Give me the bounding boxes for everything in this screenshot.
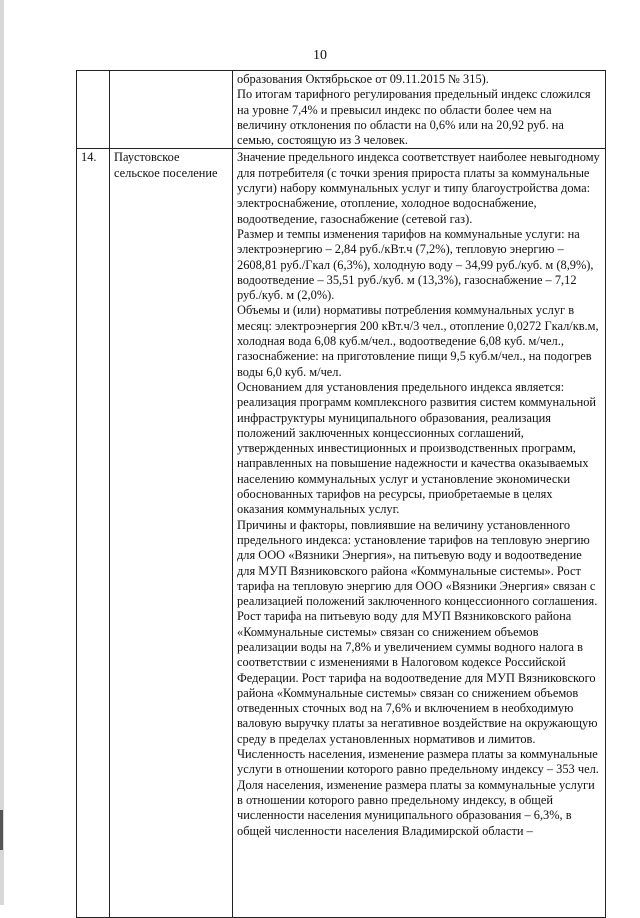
row-number-cell — [77, 71, 110, 149]
description-cell — [233, 71, 606, 149]
paragraph: Размер и темпы изменения тарифов на коммунальные услуги: на электроэнергию – 2,84 руб./кВт.ч (7,2%), тепловую энергию – 2608,81 руб./Гкал (6,3%), холодную воду – 34,99 руб./куб. м (8,9%), водоотведение – 35,51 руб./куб. м (13,3%), газоснабжение – 7,12 руб./куб. м (2,0%). — [237, 226, 594, 303]
page-number: 10 — [313, 48, 327, 63]
paragraph: Численность населения, изменение размера платы за коммунальные услуги в отношении которого равно предельному индексу – 353 чел. — [237, 747, 599, 777]
municipality-name-cell — [110, 71, 233, 149]
paragraph: Доля населения, изменение размера платы за коммунальные услуги в отношении которого равно предельному индексу, в общей численности населения муниципального образования – 6,3%, в общей численности населения Владимирской области – — [237, 777, 595, 838]
paragraph: Причины и факторы, повлиявшие на величину установленного предельного индекса: установление тарифов на тепловую энергию для ООО «Вязники Энергия», на питьевую воду и водоотведение для МУП Вязниковского района «Коммунальные системы». Рост тарифа на тепловую энергию для ООО «Вязники Энергия» связан с реализацией положений заключенного концессионного соглашения. Рост тарифа на питьевую воду для МУП Вязниковского района «Коммунальные системы» связан со снижением объемов реализации воды на 7,8% и увеличением суммы водного налога в соответствии с изменениями в Налоговом кодексе Российской Федерации. Рост тарифа на водоотведение для МУП Вязниковского района «Коммунальные системы» связан со снижением объемов отведенных сточных вод на 7,6% и включением в необходимую валовую выручку платы за негативное воздействие на окружающую среду в пределах установленных нормативов и лимитов. — [237, 517, 598, 746]
municipality-name: Паустовское сельское поселение — [114, 150, 218, 180]
table-row — [77, 149, 606, 918]
scan-edge-mark — [0, 810, 3, 850]
paragraph: образования Октябрьское от 09.11.2015 № 315). — [237, 72, 489, 86]
row-number-cell: 14. — [77, 149, 110, 918]
paragraph: По итогам тарифного регулирования предельный индекс сложился на уровне 7,4% и превысил индекс по области более чем на величину отклонения по области на 0,6% или на 20,92 руб. на семью, состоящую из 3 человек. — [237, 87, 591, 148]
paragraph: Основанием для установления предельного индекса является: реализация программ комплексного развития систем коммунальной инфраструктуры муниципального образования, реализация положений заключенных концессионных соглашений, утвержденных инвестиционных и производственных программ, направленных на повышение надежности и качества оказываемых населению коммунальных услуг и установление экономически обоснованных тарифов на ресурсы, приобретаемые в целях оказания коммунальных услуг. — [237, 379, 597, 517]
paragraph: Значение предельного индекса соответствует наиболее невыгодному для потребителя (с точки зрения прироста платы за коммунальные услуги) набору коммунальных услуг и типу благоустройства дома: электроснабжение, отопление, холодное водоснабжение, водоотведение, газоснабжение (сетевой газ). — [237, 150, 600, 226]
table-row — [77, 71, 606, 149]
paragraph: Объемы и (или) нормативы потребления коммунальных услуг в месяц: электроэнергия 200 кВт.ч/3 чел., отопление 0,0272 Гкал/кв.м, холодная вода 6,08 куб.м/чел., водоотведение 6,08 куб. м/чел., газоснабжение: на приготовление пищи 9,5 куб.м/чел., на подогрев воды 6,0 куб. м/чел. — [237, 303, 599, 379]
description-cell — [233, 149, 606, 918]
scan-edge — [0, 0, 4, 905]
document-table — [76, 70, 606, 918]
municipality-name-cell — [110, 149, 233, 918]
